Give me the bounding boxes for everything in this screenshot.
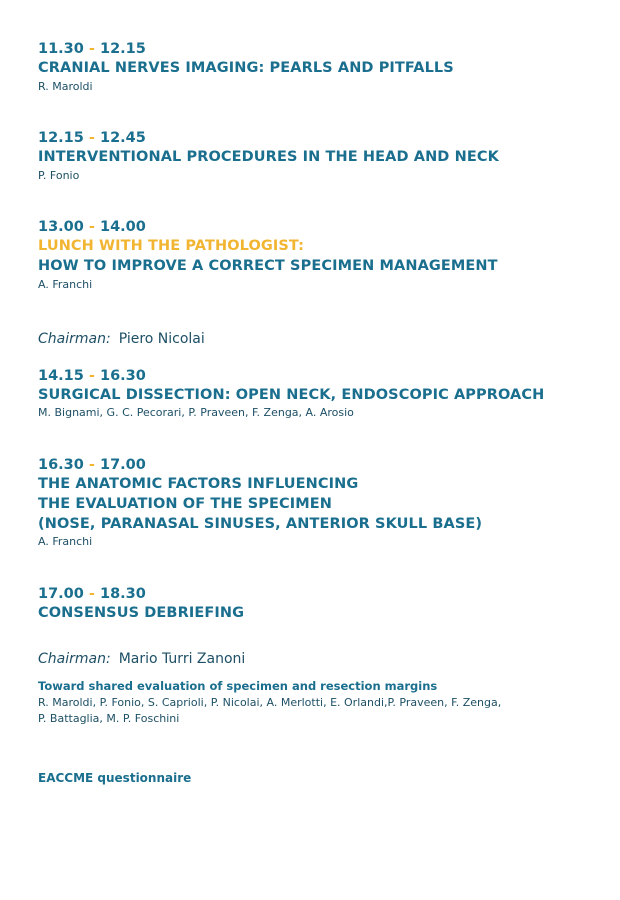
session-title: CRANIAL NERVES IMAGING: PEARLS AND PITFALLS bbox=[38, 60, 454, 76]
time-start: 12.15 bbox=[38, 130, 84, 146]
session-title-line: THE EVALUATION OF THE SPECIMEN bbox=[38, 496, 333, 512]
session-title: SURGICAL DISSECTION: OPEN NECK, ENDOSCOPIC APPROACH bbox=[38, 387, 545, 403]
time-start: 16.30 bbox=[38, 457, 84, 473]
discussion-speakers-line: P. Battaglia, M. P. Foschini bbox=[38, 712, 180, 725]
time-separator: - bbox=[83, 368, 100, 384]
session-time bbox=[38, 218, 146, 236]
session-speakers: P. Fonio bbox=[38, 169, 80, 182]
session-title: HOW TO IMPROVE A CORRECT SPECIMEN MANAGEMENT bbox=[38, 258, 498, 274]
time-separator: - bbox=[83, 586, 100, 602]
time-end: 18.30 bbox=[100, 586, 146, 602]
time-separator: - bbox=[83, 41, 100, 57]
time-end: 14.00 bbox=[100, 219, 146, 235]
time-start: 14.15 bbox=[38, 368, 84, 384]
time-separator: - bbox=[83, 457, 100, 473]
session-time bbox=[38, 367, 146, 385]
time-end: 16.30 bbox=[100, 368, 146, 384]
session-title-line: THE ANATOMIC FACTORS INFLUENCING bbox=[38, 476, 359, 492]
session-title-line: (NOSE, PARANASAL SINUSES, ANTERIOR SKULL BASE) bbox=[38, 516, 483, 532]
chairman-label: Chairman: bbox=[38, 651, 111, 667]
time-end: 17.00 bbox=[100, 457, 146, 473]
chairman-label: Chairman: bbox=[38, 331, 111, 347]
session-title: CONSENSUS DEBRIEFING bbox=[38, 605, 245, 621]
time-end: 12.45 bbox=[100, 130, 146, 146]
session-speakers: R. Maroldi bbox=[38, 80, 93, 93]
time-separator: - bbox=[83, 219, 100, 235]
session-time bbox=[38, 129, 146, 147]
session-time bbox=[38, 585, 146, 603]
discussion-speakers-line: R. Maroldi, P. Fonio, S. Caprioli, P. Nicolai, A. Merlotti, E. Orlandi,P. Praveen, F. Zenga, bbox=[38, 696, 502, 709]
chairman bbox=[38, 330, 205, 348]
session-speakers: A. Franchi bbox=[38, 278, 93, 291]
time-start: 17.00 bbox=[38, 586, 84, 602]
chairman-name: Piero Nicolai bbox=[118, 331, 205, 347]
session-title-highlight: LUNCH WITH THE PATHOLOGIST: bbox=[38, 238, 305, 254]
discussion-title: Toward shared evaluation of specimen and resection margins bbox=[38, 679, 438, 693]
time-separator: - bbox=[83, 130, 100, 146]
session-title: INTERVENTIONAL PROCEDURES IN THE HEAD AND NECK bbox=[38, 149, 499, 165]
session-speakers: A. Franchi bbox=[38, 535, 93, 548]
chairman bbox=[38, 650, 245, 668]
chairman-name: Mario Turri Zanoni bbox=[118, 651, 246, 667]
questionnaire-label: EACCME questionnaire bbox=[38, 771, 192, 785]
time-start: 11.30 bbox=[38, 41, 84, 57]
session-time bbox=[38, 40, 146, 58]
time-end: 12.15 bbox=[100, 41, 146, 57]
session-time bbox=[38, 456, 146, 474]
session-speakers: M. Bignami, G. C. Pecorari, P. Praveen, F. Zenga, A. Arosio bbox=[38, 406, 354, 419]
time-start: 13.00 bbox=[38, 219, 84, 235]
